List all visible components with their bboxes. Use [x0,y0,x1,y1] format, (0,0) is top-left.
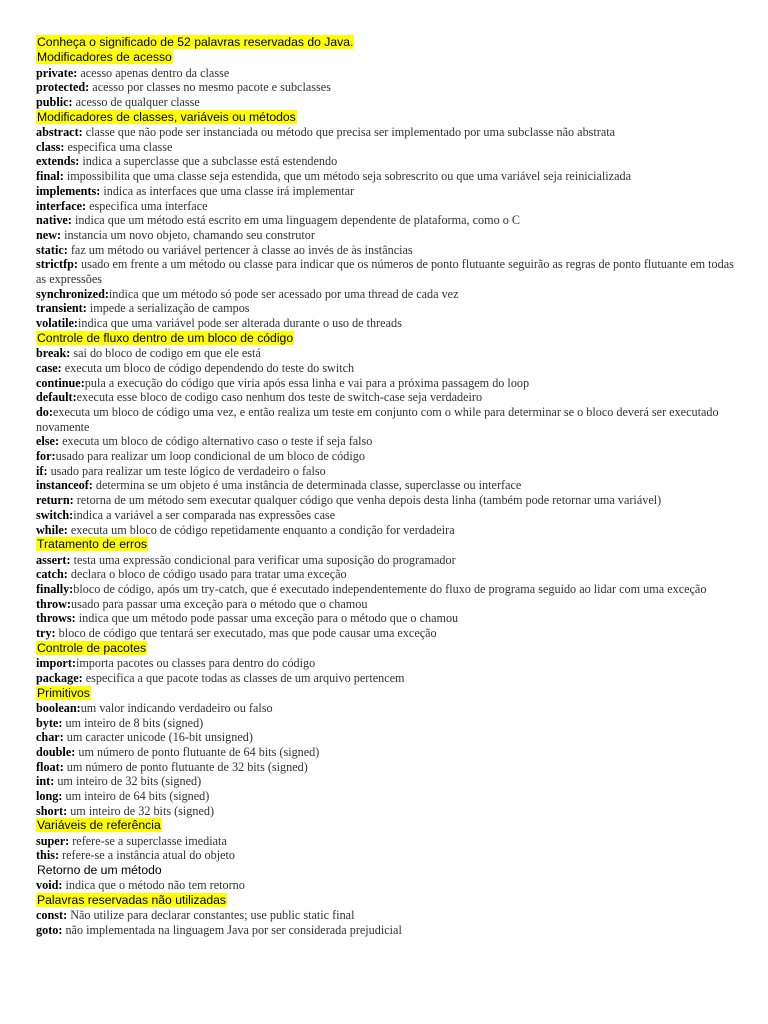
keyword-description: especifica a que pacote todas as classes de um arquivo pertencem [82,670,405,685]
keyword-description: acesso de qualquer classe [72,95,200,109]
keyword-description: importa pacotes ou classes para dentro do código [75,656,316,671]
keyword-entry [36,745,738,760]
keyword-description: refere-se a superclasse imediata [69,833,227,848]
keyword-term: continue: [36,375,85,390]
keyword-term: long: [36,789,63,804]
keyword-term: package: [36,670,83,685]
keyword-term: catch: [36,567,68,582]
keyword-entry [36,346,738,361]
keyword-description: indica a variável a ser comparada nas expressões case [73,507,336,522]
section-heading-text: Modificadores de classes, variáveis ou métodos [37,109,296,124]
section-heading [36,818,738,833]
keyword-description: usado para realizar um teste lógico de verdadeiro o falso [47,463,326,478]
keyword-description: um inteiro de 64 bits (signed) [62,789,210,804]
keyword-description: instancia um novo objeto, chamando seu construtor [61,227,315,242]
keyword-term: new: [36,227,62,242]
section-heading-text: Controle de fluxo dentro de um bloco de código [37,330,294,345]
keyword-description: executa um bloco de código repetidamente enquanto a condição for verdadeira [67,522,455,537]
keyword-description: usado em frente a um método ou classe para indicar que os números de ponto flutuante seguirão as regras de ponto flutuante em todas as expressões [36,257,734,287]
section-heading-text: Modificadores de acesso [37,50,172,65]
keyword-description: executa um bloco de código alternativo caso o teste if seja falso [59,434,373,449]
keyword-term: float: [36,759,64,774]
keyword-term: static: [36,242,68,257]
keyword-term: public: [36,95,73,109]
keyword-entry [36,701,738,716]
keyword-entry [36,611,738,626]
keyword-entry [36,671,738,686]
keyword-entry [36,434,738,449]
keyword-description: indica as interfaces que uma classe irá implementar [100,183,355,198]
section-heading [36,110,738,125]
keyword-entry [36,125,738,140]
keyword-term: char: [36,730,64,745]
keyword-entry [36,169,738,184]
keyword-term: goto: [36,923,63,938]
keyword-description: indica que um método está escrito em uma linguagem dependente de plataforma, como o C [71,213,520,228]
keyword-description: refere-se a instância atual do objeto [59,848,235,863]
keyword-term: instanceof: [36,478,93,493]
keyword-description: bloco de código que tentará ser executado, mas que pode causar uma exceção [55,626,437,641]
keyword-entry [36,567,738,582]
keyword-description: retorna de um método sem executar qualquer código que venha depois desta linha (também pode retornar uma variável) [73,493,662,508]
keyword-description: indica que o método não tem retorno [62,878,245,893]
sections-container [36,50,738,938]
keyword-description: um número de ponto flutuante de 32 bits (signed) [63,759,308,774]
keyword-description: classe que não pode ser instanciada ou método que precisa ser implementado por uma subclasse não abstrata [82,125,616,139]
keyword-entry [36,878,738,893]
section-heading [36,537,738,552]
keyword-description: executa esse bloco de codigo caso nenhum dos teste de switch-case seja verdadeiro [76,390,483,405]
keyword-description: usado para passar uma exceção para o método que o chamou [70,596,368,611]
keyword-entry [36,301,738,316]
keyword-term: byte: [36,715,63,730]
keyword-entry [36,154,738,169]
keyword-term: throw: [36,596,71,611]
keyword-entry [36,908,738,923]
keyword-entry [36,804,738,819]
keyword-term: synchronized: [36,286,109,301]
keyword-term: do: [36,404,53,419]
keyword-entry [36,508,738,523]
keyword-description: um inteiro de 8 bits (signed) [62,715,204,730]
keyword-entry [36,390,738,405]
keyword-description: executa um bloco de código uma vez, e então realiza um teste em conjunto com o while para determinar se o bloco deverá ser executado novamente [36,404,719,434]
document-title [36,35,738,50]
keyword-description: testa uma expressão condicional para verificar uma suposição do programador [70,552,456,567]
keyword-term: this: [36,848,60,863]
keyword-term: native: [36,213,72,228]
keyword-description: determina se um objeto é uma instância de determinada classe, superclasse ou interface [92,478,522,493]
keyword-term: private: [36,65,78,80]
keyword-term: return: [36,493,74,508]
keyword-entry [36,228,738,243]
section-heading [36,641,738,656]
keyword-term: finally: [36,581,74,596]
keyword-term: int: [36,774,55,789]
keyword-entry [36,656,738,671]
keyword-entry [36,80,738,95]
keyword-description: impede a serialização de campos [86,301,250,316]
keyword-entry [36,449,738,464]
keyword-description: executa um bloco de código dependendo do teste do switch [61,360,355,375]
keyword-term: super: [36,833,70,848]
keyword-description: não implementada na linguagem Java por ser considerada prejudicial [62,923,402,938]
section-heading-text: Retorno de um método [37,863,162,878]
keyword-description: indica que um método pode passar uma exceção para o método que o chamou [75,611,459,626]
keyword-term: for: [36,449,56,464]
keyword-description: sai do bloco de codigo em que ele está [70,346,261,361]
keyword-term: interface: [36,198,87,213]
keyword-entry [36,493,738,508]
keyword-entry [36,582,738,597]
keyword-entry [36,597,738,612]
keyword-term: else: [36,434,60,449]
keyword-term: switch: [36,507,74,522]
keyword-term: implements: [36,183,101,198]
keyword-entry [36,789,738,804]
section-heading-text: Palavras reservadas não utilizadas [37,893,227,908]
keyword-description: Não utilize para declarar constantes; use public static final [67,908,355,923]
section-heading-text: Variáveis de referência [37,818,161,833]
keyword-description: um inteiro de 32 bits (signed) [67,803,215,818]
keyword-entry [36,361,738,376]
keyword-description: bloco de código, após um try-catch, que é executado independentemente do fluxo de programa seguido ao lidar com uma exceção [73,581,707,596]
keyword-entry [36,848,738,863]
keyword-term: short: [36,803,68,818]
section-heading [36,50,738,65]
keyword-description: especifica uma classe [64,139,173,154]
keyword-entry [36,730,738,745]
keyword-description: acesso apenas dentro da classe [77,65,230,80]
keyword-entry [36,405,738,434]
keyword-entry [36,760,738,775]
keyword-entry [36,478,738,493]
keyword-entry [36,66,738,81]
section-heading-text: Tratamento de erros [37,537,147,552]
keyword-term: if: [36,463,48,478]
section-heading-text: Primitivos [37,685,90,700]
keyword-term: default: [36,390,77,405]
keyword-entry [36,95,738,110]
keyword-term: import: [36,656,76,671]
keyword-term: throws: [36,611,76,626]
keyword-term: volatile: [36,316,78,331]
keyword-term: double: [36,744,76,759]
keyword-term: transient: [36,301,87,316]
keyword-entry [36,716,738,731]
keyword-description: faz um método ou variável pertencer à classe ao invés de às instâncias [67,242,413,257]
keyword-entry [36,140,738,155]
keyword-term: while: [36,522,68,537]
keyword-entry [36,287,738,302]
keyword-entry [36,184,738,199]
keyword-term: extends: [36,154,80,169]
keyword-description: um valor indicando verdadeiro ou falso [80,700,273,715]
keyword-entry [36,199,738,214]
keyword-description: um caracter unicode (16-bit unsigned) [63,730,253,745]
keyword-entry [36,523,738,538]
keyword-entry [36,257,738,286]
section-heading [36,893,738,908]
keyword-entry [36,376,738,391]
keyword-term: break: [36,346,71,361]
keyword-term: assert: [36,552,71,567]
keyword-description: impossibilita que uma classe seja estendida, que um método seja sobrescrito ou que uma variável seja reinicializada [63,169,631,184]
section-heading-text: Controle de pacotes [37,640,147,655]
section-heading [36,686,738,701]
keyword-term: final: [36,169,64,184]
keyword-term: boolean: [36,700,81,715]
keyword-entry [36,626,738,641]
keyword-entry [36,553,738,568]
keyword-description: indica a superclasse que a subclasse está estendendo [79,154,338,169]
keyword-entry [36,774,738,789]
keyword-entry [36,923,738,938]
keyword-description: um número de ponto flutuante de 64 bits (signed) [75,744,320,759]
keyword-description: usado para realizar um loop condicional de um bloco de código [55,449,365,464]
keyword-term: class: [36,139,65,154]
keyword-term: void: [36,878,63,893]
document-title-text: Conheça o significado de 52 palavras reservadas do Java. [37,35,354,49]
keyword-entry [36,316,738,331]
keyword-description: acesso por classes no mesmo pacote e subclasses [89,80,331,95]
keyword-term: abstract: [36,125,83,139]
section-heading [36,863,738,878]
keyword-term: strictfp: [36,257,78,272]
keyword-entry [36,243,738,258]
keyword-term: try: [36,626,56,641]
keyword-entry [36,834,738,849]
section-heading [36,331,738,346]
keyword-entry [36,464,738,479]
keyword-description: indica que uma variável pode ser alterada durante o uso de threads [77,316,402,331]
keyword-term: case: [36,360,62,375]
keyword-term: const: [36,908,68,923]
keyword-description: pula a execução do código que viria após essa linha e vai para a próxima passagem do loop [84,375,530,390]
keyword-term: protected: [36,80,90,95]
keyword-description: declara o bloco de código usado para tratar uma exceção [67,567,347,582]
keyword-description: indica que um método só pode ser acessado por uma thread de cada vez [108,286,459,301]
keyword-description: um inteiro de 32 bits (signed) [54,774,202,789]
keyword-description: especifica uma interface [86,198,208,213]
keyword-entry [36,213,738,228]
